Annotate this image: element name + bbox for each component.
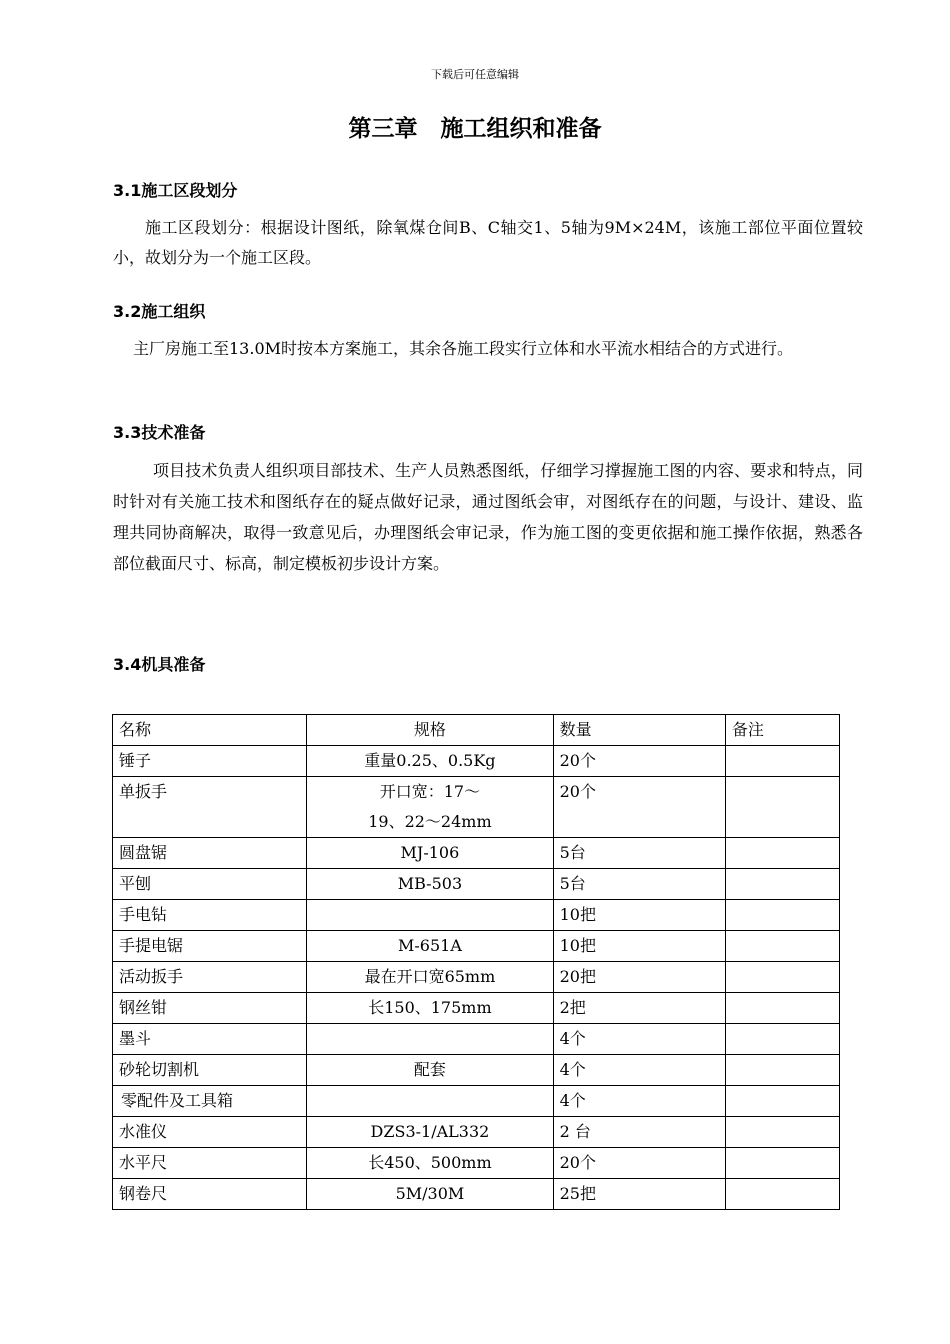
tool-note [725,900,839,931]
tool-spec [307,1179,553,1210]
tool-name: 圆盘锯 [113,838,307,869]
table-header-row [113,715,840,746]
table-row [113,993,840,1024]
tool-qty: 25把 [553,1179,725,1210]
table-row [113,838,840,869]
page-header: 下载后可任意编辑 [431,68,519,81]
tool-spec-line: 开口宽：17～ [379,782,481,801]
tool-qty: 20个 [553,1148,725,1179]
table-row [113,900,840,931]
tool-spec-line: MB-503 [397,874,463,893]
tool-spec [307,1148,553,1179]
tools-table [112,714,840,1210]
section-text-3-1: 施工区段划分：根据设计图纸，除氧煤仓间B、C轴交1、5轴为9M×24M，该施工部位平面位置较小，故划分为一个施工区段。 [113,218,863,267]
tool-qty: 2把 [553,993,725,1024]
tool-qty: 4个 [553,1055,725,1086]
tool-spec [307,1117,553,1148]
table-row [113,1055,840,1086]
tool-note [725,1055,839,1086]
tool-note [725,931,839,962]
tool-qty: 5台 [553,869,725,900]
table-row [113,777,840,838]
header-spec: 规格 [307,715,553,746]
tool-spec [307,931,553,962]
tool-name: 砂轮切割机 [113,1055,307,1086]
tool-name: 水准仪 [113,1117,307,1148]
section-heading-3-1: 3.1施工区段划分 [113,181,238,200]
tool-qty: 20个 [553,746,725,777]
table-row [113,1024,840,1055]
tool-name: 零配件及工具箱 [113,1086,307,1117]
tool-note [725,1024,839,1055]
tool-spec [307,1086,553,1117]
tool-qty: 4个 [553,1086,725,1117]
tool-name: 活动扳手 [113,962,307,993]
tool-spec [307,838,553,869]
tool-spec [307,962,553,993]
tool-note [725,993,839,1024]
tool-spec [307,993,553,1024]
tool-note [725,869,839,900]
tool-spec [307,1024,553,1055]
tool-note [725,838,839,869]
tool-spec-line: 长450、500mm [368,1153,492,1172]
tool-spec-line: 最在开口宽65mm [364,967,496,986]
tool-note [725,1117,839,1148]
tool-note [725,1148,839,1179]
tool-note [725,746,839,777]
tool-name: 锤子 [113,746,307,777]
tool-spec [307,777,553,838]
section-heading-3-2: 3.2施工组织 [113,302,206,321]
tool-spec [307,900,553,931]
section-text-3-3: 项目技术负责人组织项目部技术、生产人员熟悉图纸，仔细学习撑握施工图的内容、要求和特点，同时针对有关施工技术和图纸存在的疑点做好记录，通过图纸会审，对图纸存在的问题，与设计、建设、监理共同协商解决，取得一致意见后，办理图纸会审记录，作为施工图的变更依据和施工操作依据，熟悉各部位截面尺寸、标高，制定模板初步设计方案。 [113,461,863,573]
tool-name: 钢丝钳 [113,993,307,1024]
tool-name: 墨斗 [113,1024,307,1055]
tool-note [725,1179,839,1210]
tool-qty: 10把 [553,900,725,931]
table-row [113,869,840,900]
tool-spec-line: MJ-106 [400,843,460,862]
header-note: 备注 [725,715,839,746]
tool-name: 平刨 [113,869,307,900]
section-heading-3-3: 3.3技术准备 [113,423,206,442]
tool-name: 手提电锯 [113,931,307,962]
table-row [113,1086,840,1117]
table-row [113,962,840,993]
tool-spec-line: 配套 [413,1060,446,1079]
tool-spec [307,746,553,777]
table-row [113,1179,840,1210]
tool-spec-line: M-651A [397,936,462,955]
tool-spec-line-2: 19、22～24mm [368,812,492,831]
section-heading-3-4: 3.4机具准备 [113,655,206,674]
chapter-title: 第三章 施工组织和准备 [348,116,602,142]
tool-note [725,1086,839,1117]
tool-qty: 4个 [553,1024,725,1055]
header-name: 名称 [113,715,307,746]
tool-qty: 5台 [553,838,725,869]
table-row [113,1117,840,1148]
table-row [113,746,840,777]
header-qty: 数量 [553,715,725,746]
table-row [113,1148,840,1179]
tool-spec-line: 5M/30M [395,1184,465,1203]
tool-note [725,962,839,993]
tool-spec [307,1055,553,1086]
tool-name: 钢卷尺 [113,1179,307,1210]
section-text-3-2: 主厂房施工至13.0M时按本方案施工，其余各施工段实行立体和水平流水相结合的方式进行。 [133,339,794,358]
tool-spec-line: DZS3-1/AL332 [370,1122,490,1141]
tool-qty: 2 台 [553,1117,725,1148]
tool-spec-line: 重量0.25、0.5Kg [364,751,496,770]
tool-name: 水平尺 [113,1148,307,1179]
tool-spec-line: 长150、175mm [368,998,492,1017]
tool-name: 单扳手 [113,777,307,838]
tool-note [725,777,839,838]
tool-qty: 20个 [553,777,725,838]
tool-name: 手电钻 [113,900,307,931]
tool-qty: 10把 [553,931,725,962]
table-row [113,931,840,962]
tool-qty: 20把 [553,962,725,993]
tool-spec [307,869,553,900]
